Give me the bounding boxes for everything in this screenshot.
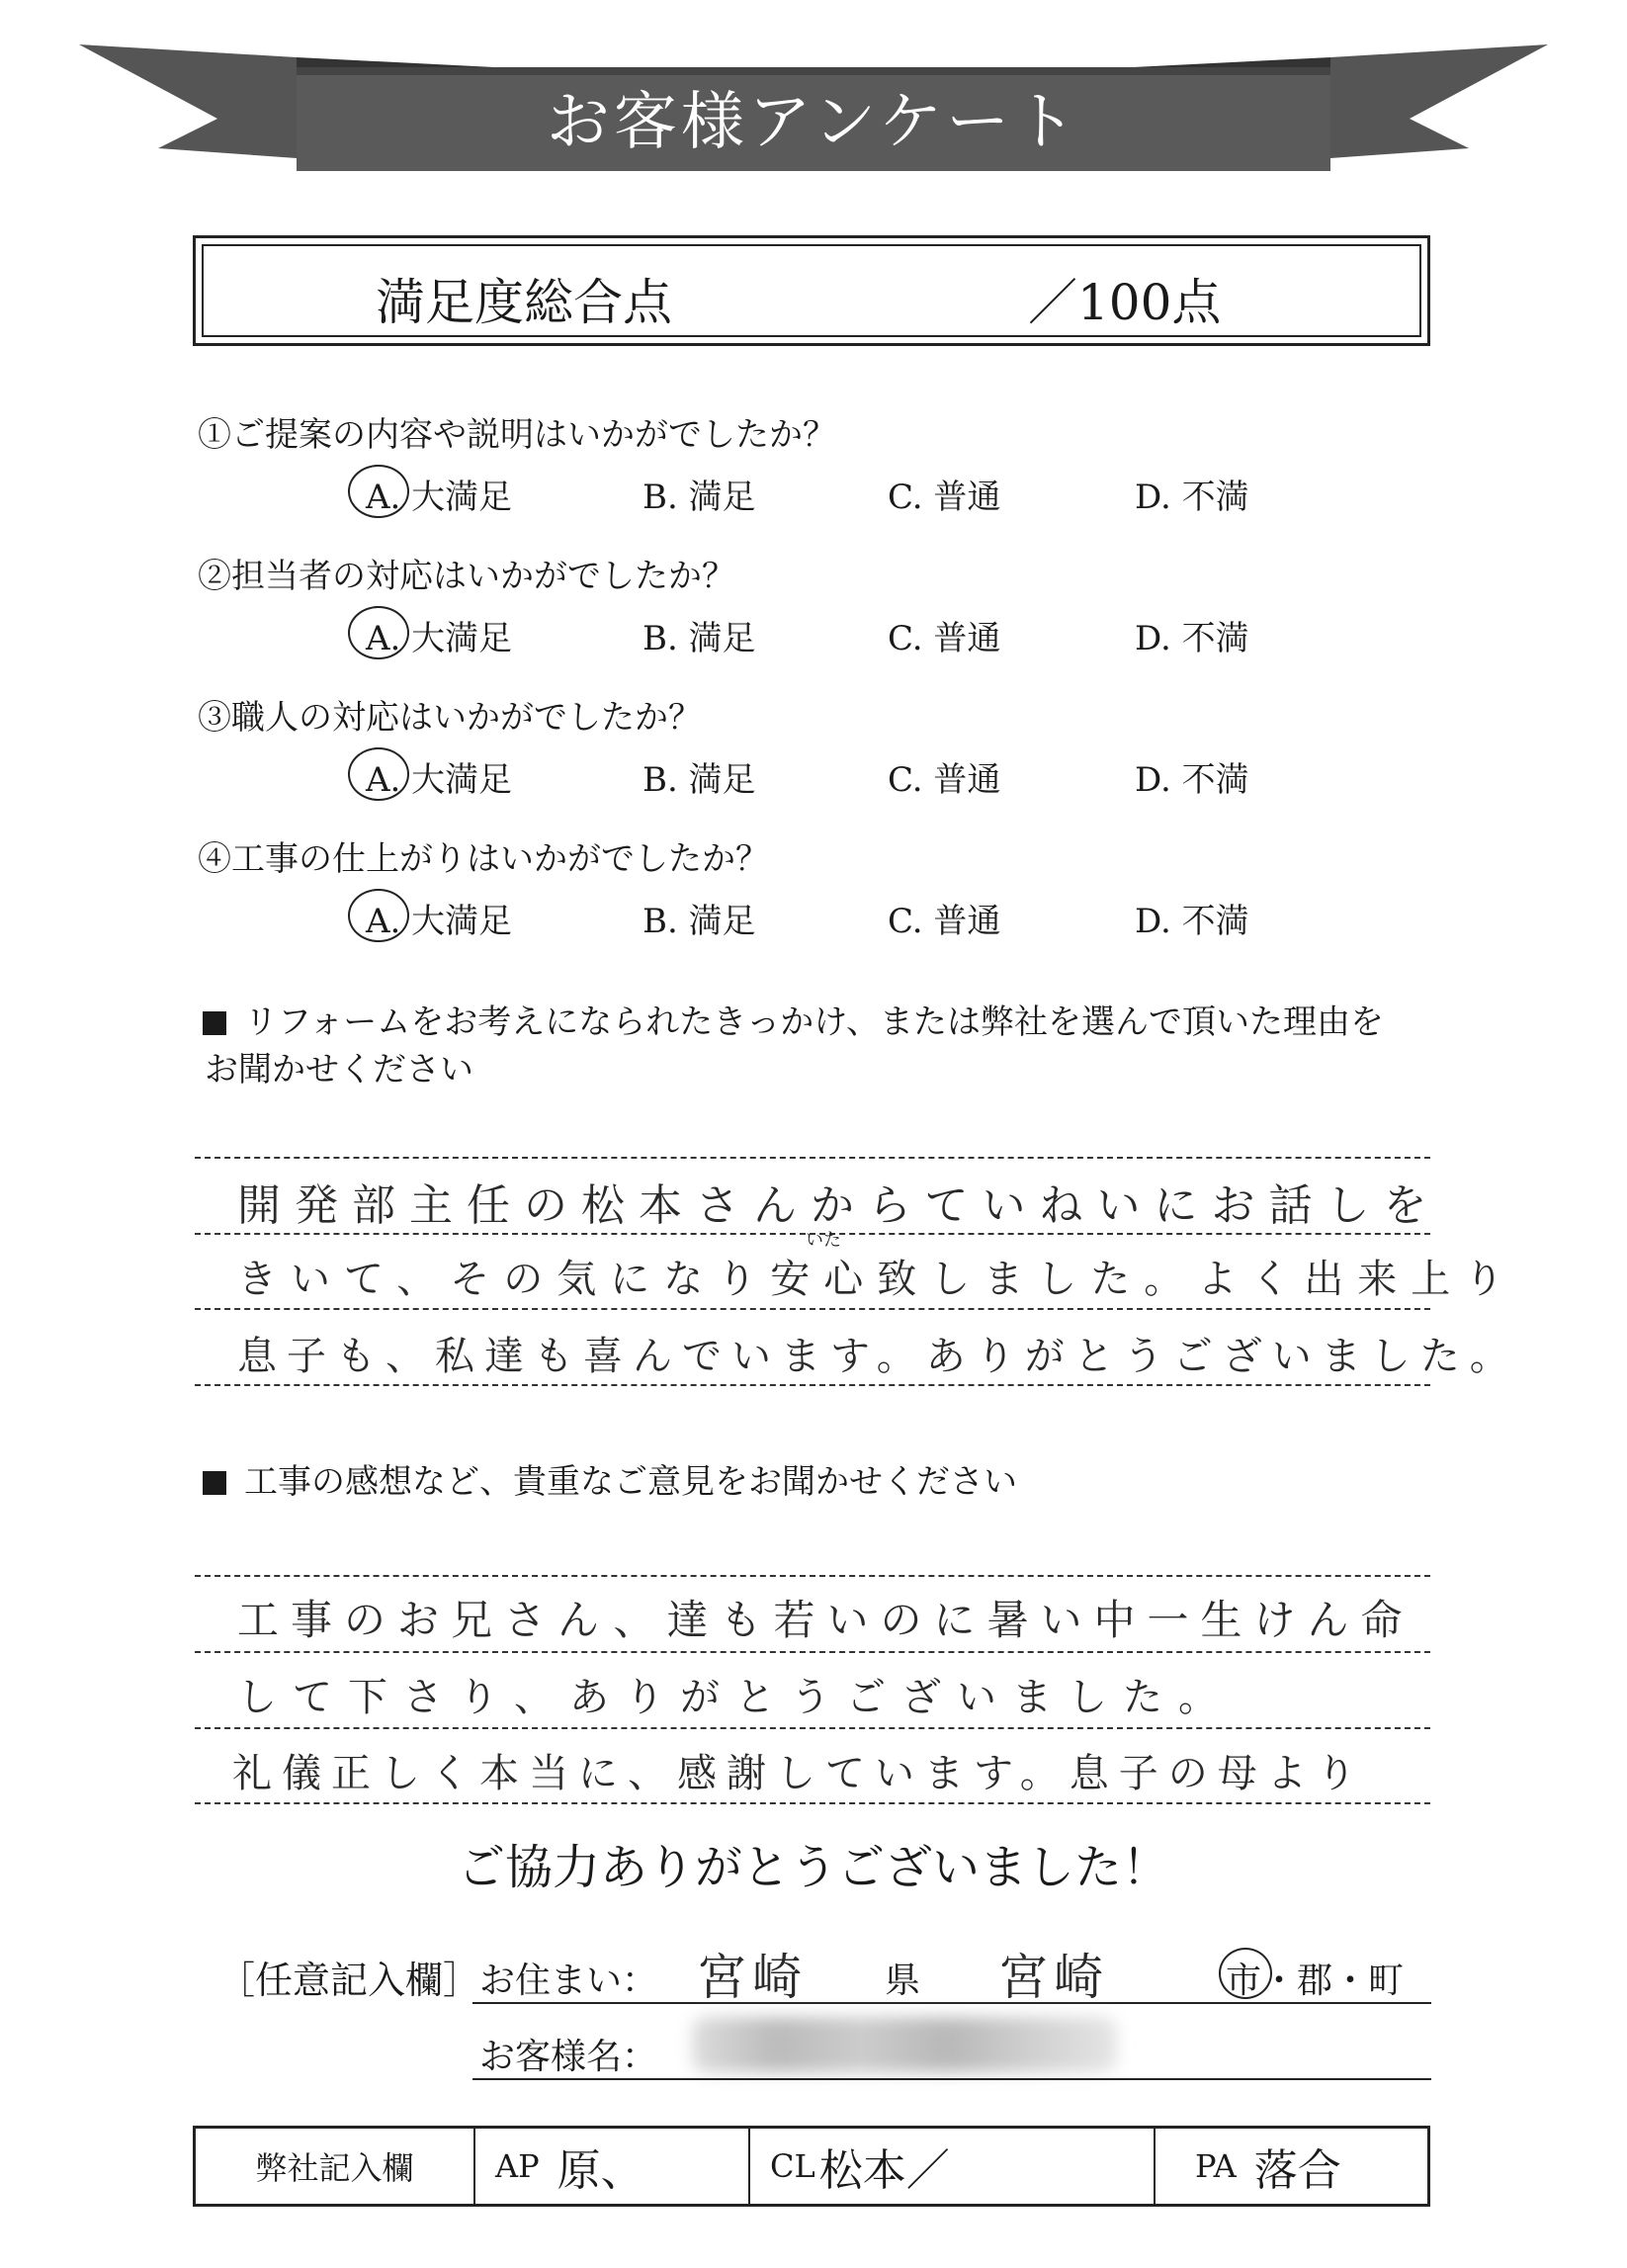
choice-option[interactable]: C. 普通 (888, 902, 1001, 941)
prefecture-suffix: 県 (885, 1961, 921, 2001)
address-label: お住まい： (479, 1961, 658, 2001)
thanks-message: ご協力ありがとうございました！ (457, 1840, 1169, 1895)
dashed-line (195, 1575, 1430, 1577)
prefecture-value: 宮崎 (697, 1949, 808, 2006)
answer2-line: 工事のお兄さん、達も若いのに暑い中一生けん命 (237, 1596, 1414, 1644)
answer2-line: して下さり、ありがとうございました。 (237, 1675, 1234, 1720)
choice-option[interactable]: C. 普通 (888, 619, 1001, 658)
question-text: ②担当者の対応はいかがでしたか？ (198, 557, 735, 596)
dashed-line (195, 1802, 1430, 1804)
choice-option[interactable]: C. 普通 (888, 478, 1001, 517)
selected-circle-mark (348, 747, 409, 801)
choice-option[interactable]: C. 普通 (888, 760, 1001, 800)
choice-option[interactable]: B. 満足 (642, 902, 756, 941)
ap-cell: AP 原、 (475, 2129, 750, 2204)
question-text: ④工事の仕上がりはいかがでしたか？ (198, 839, 769, 879)
address-underline (472, 2002, 1431, 2004)
square-bullet-icon (203, 1011, 226, 1035)
score-unit: ／100点 (1028, 274, 1222, 331)
name-label: お客様名： (479, 2037, 658, 2077)
office-label-cell: 弊社記入欄 (196, 2129, 475, 2204)
optional-section-label: ［任意記入欄］ (217, 1959, 481, 2002)
choice-option[interactable]: D. 不満 (1135, 902, 1249, 941)
choice-option[interactable]: A. 大満足 (366, 902, 513, 941)
office-use-table (193, 2126, 1430, 2207)
city-suffix: 市・郡・町 (1226, 1961, 1405, 2001)
dashed-line (195, 1727, 1430, 1729)
answer1-line: 息子も、私達も喜んでいます。ありがとうございました。 (237, 1334, 1519, 1379)
square-bullet-icon (203, 1471, 226, 1495)
redacted-name (692, 2017, 1117, 2072)
selected-circle-mark (348, 606, 409, 659)
cl-cell: CL 松本／ (750, 2129, 1156, 2204)
choice-option[interactable]: A. 大満足 (366, 760, 513, 800)
dashed-line (195, 1651, 1430, 1653)
choice-option[interactable]: A. 大満足 (366, 478, 513, 517)
choice-option[interactable]: D. 不満 (1135, 478, 1249, 517)
choice-option[interactable]: B. 満足 (642, 760, 756, 800)
question-text: ③職人の対応はいかがでしたか？ (198, 698, 702, 738)
dashed-line (195, 1384, 1430, 1386)
survey-title: お客様アンケート (546, 86, 1081, 159)
answer1-line: 開発部主任の松本さんからていねいにお話しを (237, 1180, 1441, 1231)
dashed-line (195, 1308, 1430, 1310)
pa-cell: PA 落合 (1195, 2145, 1341, 2196)
choice-option[interactable]: D. 不満 (1135, 760, 1249, 800)
city-value: 宮崎 (998, 1949, 1109, 2006)
selected-circle-mark (348, 465, 409, 518)
answer2-line: 礼儀正しく本当に、感謝しています。息子の母より (232, 1751, 1366, 1796)
answer1-line: きいて、その気になり安心致しました。よく出来上り (237, 1257, 1518, 1302)
score-label: 満足度総合点 (376, 274, 672, 331)
choice-option[interactable]: A. 大満足 (366, 619, 513, 658)
section1-heading: リフォームをお考えになられたきっかけ、または弊社を選んで頂いた理由を お聞かせください (205, 1003, 1384, 1090)
selected-circle-mark (348, 889, 409, 942)
dashed-line (195, 1157, 1430, 1159)
section2-heading: 工事の感想など、貴重なご意見をお聞かせください (203, 1458, 1448, 1506)
ruby-annotation: いた (806, 1230, 841, 1251)
choice-option[interactable]: B. 満足 (642, 619, 756, 658)
choice-option[interactable]: B. 満足 (642, 478, 756, 517)
choice-option[interactable]: D. 不満 (1135, 619, 1249, 658)
question-text: ①ご提案の内容や説明はいかがでしたか？ (198, 415, 836, 455)
name-underline (472, 2078, 1431, 2080)
